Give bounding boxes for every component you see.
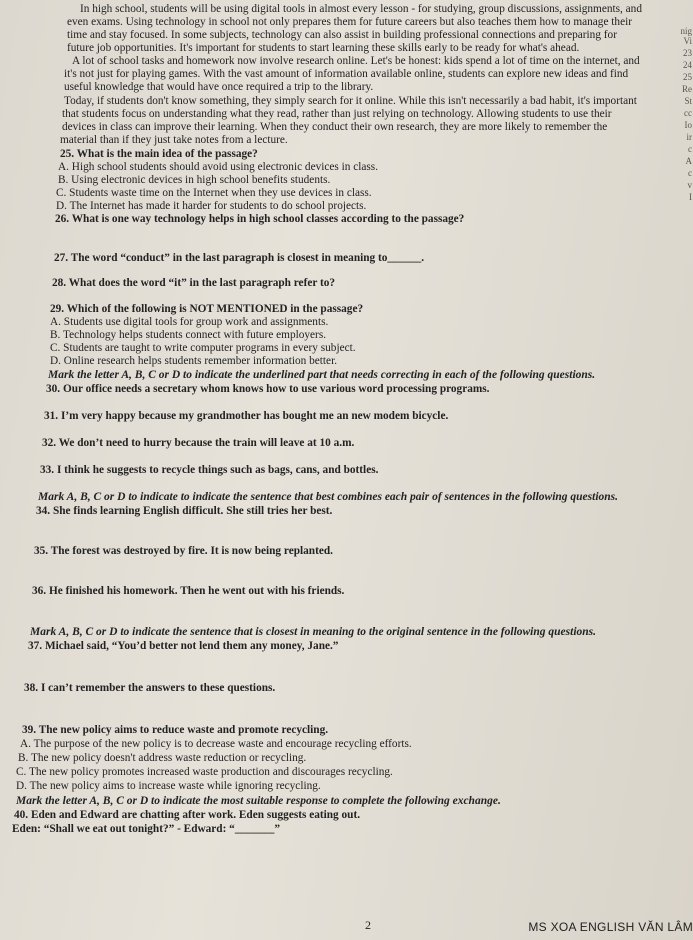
passage-line: time and stay focused. In some subjects, technology can also assist in building professional connections and preparing for — [67, 29, 617, 41]
question-stem: 26. What is one way technology helps in high school classes according to the passage? — [55, 213, 465, 225]
section-instruction: Mark A, B, C or D to indicate to indicate the sentence that best combines each pair of sentences in the following questions. — [38, 491, 619, 503]
stem-keyword: conduct — [125, 252, 165, 264]
passage-line: In high school, students will be using digital tools in almost every lesson - for studying, group discussions, assignments, and — [80, 3, 642, 15]
edge-mark: Re — [682, 84, 692, 94]
edge-mark: 24 — [683, 60, 692, 70]
answer-option[interactable]: D. The new policy aims to increase waste while ignoring recycling. — [16, 780, 321, 792]
edge-mark: cc — [684, 108, 692, 118]
edge-mark: Vi — [683, 36, 692, 46]
edge-mark: nig — [680, 26, 692, 36]
answer-option[interactable]: C. The new policy promotes increased waste production and discourages recycling. — [16, 766, 393, 778]
edge-mark: c — [688, 168, 692, 178]
section-instruction: Mark the letter A, B, C or D to indicate the underlined part that needs correcting in each of the following questions. — [48, 369, 596, 381]
footer-credit: MS XOA ENGLISH VĂN LÂM — [528, 920, 693, 934]
passage-line: Today, if students don't know something, they simply search for it online. While this isn't necessarily a bad habit, it's important — [64, 95, 637, 107]
edge-mark: Io — [684, 120, 692, 130]
dialogue-prompt: Eden: “Shall we eat out tonight?” - Edward: “_______” — [12, 823, 281, 835]
question-stem: 28. What does the word “it” in the last paragraph refer to? — [52, 277, 336, 289]
answer-option[interactable]: B. Technology helps students connect with future employers. — [50, 329, 327, 341]
stem-text: 27. The word “ — [54, 252, 126, 264]
passage-line: even exams. Using technology in school not only prepares them for future careers but also teaches them how to manage their — [67, 16, 632, 28]
answer-option[interactable]: D. Online research helps students remember information better. — [50, 355, 338, 367]
edge-mark: ir — [686, 132, 692, 142]
answer-option[interactable]: B. The new policy doesn't address waste reduction or recycling. — [18, 752, 307, 764]
passage-line: it's not just for playing games. With the vast amount of information available online, students can explore new ideas and find — [64, 68, 629, 80]
question-stem: 36. He finished his homework. Then he went out with his friends. — [32, 585, 345, 597]
edge-mark: A — [685, 156, 692, 166]
edge-mark: 25 — [683, 72, 692, 82]
answer-option[interactable]: C. Students waste time on the Internet when they use devices in class. — [56, 187, 372, 199]
answer-option[interactable]: C. Students are taught to write computer programs in every subject. — [50, 342, 356, 354]
question-stem: 39. The new policy aims to reduce waste and promote recycling. — [22, 724, 329, 736]
edge-mark: I — [689, 192, 692, 202]
answer-option[interactable]: A. High school students should avoid using electronic devices in class. — [58, 161, 379, 173]
question-stem: 31. I’m very happy because my grandmother has bought me an new modem bicycle. — [44, 410, 449, 422]
edge-mark: St — [684, 96, 692, 106]
question-stem: 34. She finds learning English difficult. She still tries her best. — [36, 505, 333, 517]
passage-line: material than if they just take notes from a lecture. — [60, 134, 288, 146]
question-stem: 33. I think he suggests to recycle things such as bags, cans, and bottles. — [40, 464, 379, 476]
answer-option[interactable]: A. Students use digital tools for group work and assignments. — [50, 316, 329, 328]
page-number: 2 — [365, 918, 371, 932]
passage-line: A lot of school tasks and homework now involve research online. Let's be honest: kids spend a lot of time on the internet, and — [72, 55, 640, 67]
question-stem: 32. We don’t need to hurry because the train will leave at 10 a.m. — [42, 437, 355, 449]
question-stem: 35. The forest was destroyed by fire. It is now being replanted. — [34, 545, 333, 557]
answer-option[interactable]: D. The Internet has made it harder for students to do school projects. — [56, 200, 367, 212]
passage-line: useful knowledge that would have once required a trip to the library. — [64, 81, 374, 93]
edge-mark: 23 — [683, 48, 692, 58]
question-stem: 29. Which of the following is NOT MENTIONED in the passage? — [50, 303, 364, 315]
section-instruction: Mark the letter A, B, C or D to indicate the most suitable response to complete the following exchange. — [16, 795, 501, 807]
passage-line: that students focus on understanding what they read, rather than just relying on technology. Allowing students to use their — [62, 108, 612, 120]
question-stem: 37. Michael said, “You’d better not lend them any money, Jane.” — [28, 640, 339, 652]
passage-line: future job opportunities. It's important for students to start learning these skills early to be ready for what's ahead. — [67, 42, 580, 54]
passage-line: devices in class can improve their learning. When they conduct their own research, they are more likely to remember the — [62, 121, 608, 133]
answer-option[interactable]: A. The purpose of the new policy is to decrease waste and encourage recycling efforts. — [20, 738, 412, 750]
edge-mark: v — [687, 180, 692, 190]
answer-option[interactable]: B. Using electronic devices in high school benefits students. — [58, 174, 331, 186]
question-stem — [54, 252, 685, 265]
section-instruction: Mark A, B, C or D to indicate the sentence that is closest in meaning to the original sentence in the following questions. — [30, 626, 597, 638]
question-stem: 25. What is the main idea of the passage? — [60, 148, 258, 160]
stem-text: ” in the last paragraph is closest in meaning to______. — [164, 252, 425, 264]
question-stem: 38. I can’t remember the answers to these questions. — [24, 682, 276, 694]
question-stem: 30. Our office needs a secretary whom knows how to use various word processing programs. — [46, 383, 490, 395]
edge-mark: c — [688, 144, 692, 154]
question-stem: 40. Eden and Edward are chatting after work. Eden suggests eating out. — [14, 809, 361, 821]
